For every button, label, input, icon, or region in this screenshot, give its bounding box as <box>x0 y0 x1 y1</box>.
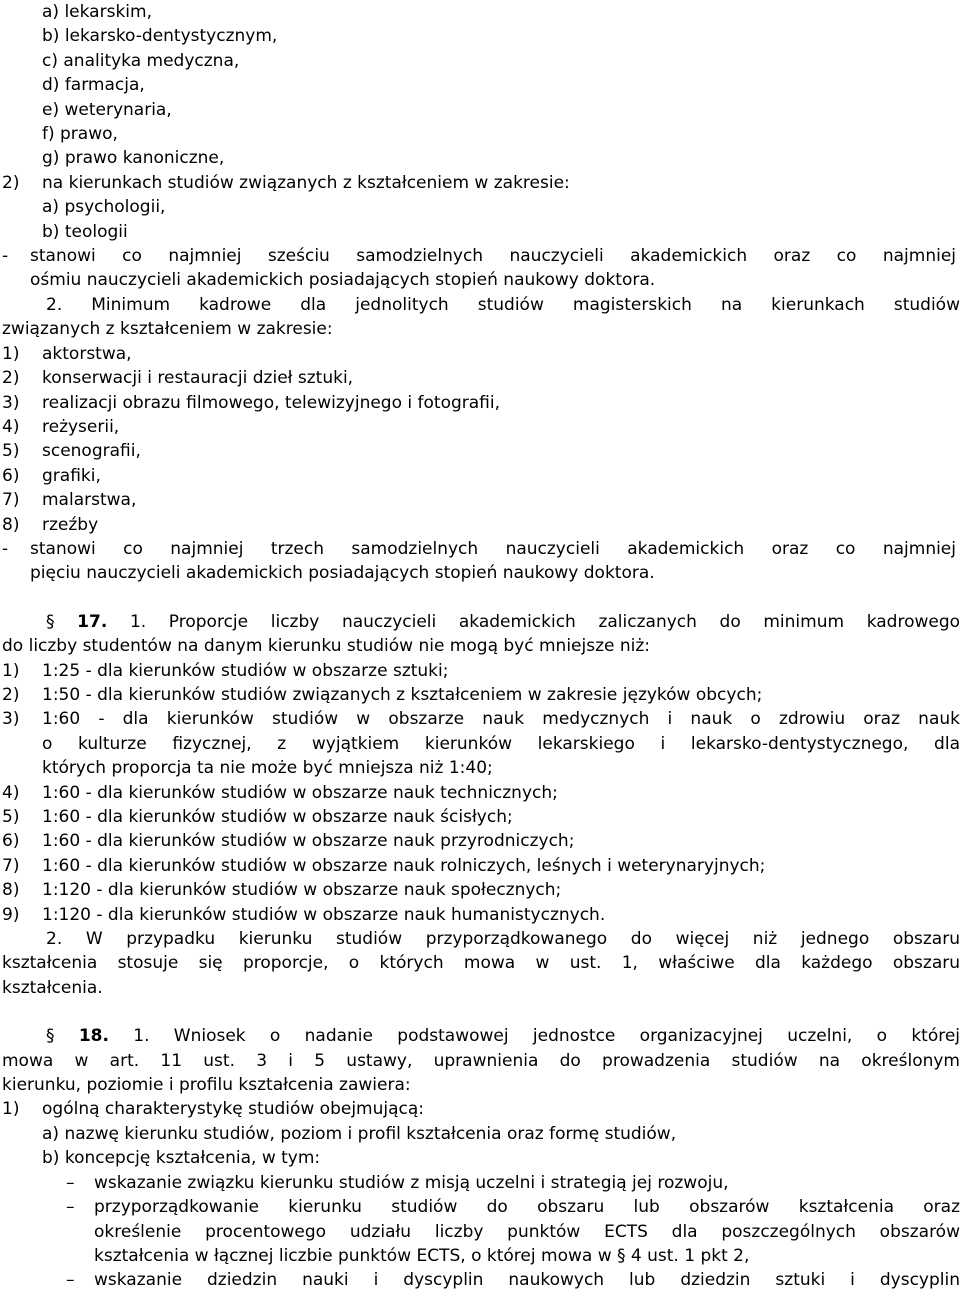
list-item <box>2 488 960 512</box>
list-item <box>2 171 960 195</box>
item-text: realizacji obrazu filmowego, telewizyjnego i fotografii, <box>42 392 501 413</box>
list-item: f) prawo, <box>42 124 118 145</box>
item-number: 6) <box>2 831 20 852</box>
paragraph <box>2 293 960 342</box>
item-text: których proporcja ta nie może być mniejsza niż 1:40; <box>42 758 493 779</box>
item-number: 4) <box>2 782 20 803</box>
list-item <box>2 342 960 366</box>
list-item: e) weterynaria, <box>42 99 172 120</box>
list-item: d) farmacja, <box>42 75 145 96</box>
list-item: c) analityka medyczna, <box>42 50 240 71</box>
paragraph-sign: § <box>46 611 55 632</box>
section-18 <box>2 1024 960 1292</box>
dash-marker: – <box>66 1197 75 1218</box>
item-text: przyporządkowanie kierunku studiów do obszaru lub obszarów kształcenia oraz <box>94 1197 960 1218</box>
paragraph-text: 2. Minimum kadrowe dla jednolitych studiów magisterskich na kierunkach studiów <box>46 294 960 315</box>
paragraph-text: kierunku, poziomie i profilu kształcenia zawiera: <box>2 1075 411 1096</box>
dash-marker: – <box>66 1270 75 1291</box>
item-number: 8) <box>2 880 20 901</box>
item-text: o kulturze fizycznej, z wyjątkiem kierunków lekarskiego i lekarsko-dentystycznego, dla <box>42 733 960 754</box>
list-item <box>2 805 960 829</box>
list-item <box>2 781 960 805</box>
item-text: ogólną charakterystykę studiów obejmującą: <box>42 1099 425 1120</box>
item-text: reżyserii, <box>42 416 120 437</box>
paragraph-text: kształcenia stosuje się proporcje, o których mowa w ust. 1, właściwe dla każdego obszaru <box>2 953 960 974</box>
item-text: malarstwa, <box>42 490 137 511</box>
list-item <box>2 391 960 415</box>
list-item <box>2 707 960 780</box>
dash-item <box>2 1268 960 1292</box>
item-number: 3) <box>2 709 20 730</box>
dash-clause <box>2 244 960 293</box>
dash-item <box>2 1195 960 1268</box>
item-number: 1) <box>2 660 20 681</box>
list-item <box>2 903 960 927</box>
dash-marker: - <box>2 538 9 559</box>
list-study-fields <box>2 0 960 171</box>
dash-marker: – <box>66 1172 75 1193</box>
list-item <box>2 513 960 537</box>
dash-marker: - <box>2 246 9 267</box>
paragraph-text: do liczby studentów na danym kierunku studiów nie mogą być mniejsze niż: <box>2 636 651 657</box>
item-number: 9) <box>2 904 20 925</box>
list-item <box>2 439 960 463</box>
list-item: b) teologii <box>42 221 128 242</box>
item-text: 1:60 - dla kierunków studiów w obszarze nauk rolniczych, leśnych i weterynaryjnych; <box>42 855 766 876</box>
item-number: 4) <box>2 416 20 437</box>
paragraph-text: 1. Proporcje liczby nauczycieli akademickich zaliczanych do minimum kadrowego <box>129 611 960 632</box>
section-heading-line <box>46 1024 960 1048</box>
list-item <box>2 854 960 878</box>
item-text: 1:25 - dla kierunków studiów w obszarze sztuki; <box>42 660 449 681</box>
item-number: 8) <box>2 514 20 535</box>
item-text: wskazanie dziedzin nauki i dyscyplin naukowych lub dziedzin sztuki i dyscyplin <box>94 1270 960 1291</box>
dash-item <box>2 1171 960 1195</box>
item-text: 1:120 - dla kierunków studiów w obszarze nauk społecznych; <box>42 880 562 901</box>
clause-text: stanowi co najmniej sześciu samodzielnych nauczycieli akademickich oraz co najmniej <box>30 246 956 267</box>
clause-text: ośmiu nauczycieli akademickich posiadających stopień naukowy doktora. <box>30 270 656 291</box>
item-number: 7) <box>2 855 20 876</box>
item-number: 5) <box>2 807 20 827</box>
section-17 <box>2 610 960 1001</box>
item-number: 1) <box>2 1099 20 1120</box>
list-item: b) koncepcję kształcenia, w tym: <box>42 1148 321 1169</box>
item-number: 7) <box>2 490 20 511</box>
paragraph-text: związanych z kształceniem w zakresie: <box>2 319 333 340</box>
item-text: rzeźby <box>42 514 99 535</box>
section-number: 17. <box>77 611 108 632</box>
item-text: określenie procentowego udziału liczby punktów ECTS dla poszczególnych obszarów <box>94 1221 960 1242</box>
section-number: 18. <box>78 1026 109 1047</box>
item-text: aktorstwa, <box>42 343 132 364</box>
item-text: wskazanie związku kierunku studiów z misją uczelni i strategią jej rozwoju, <box>94 1172 729 1193</box>
list-item <box>2 366 960 390</box>
paragraph-text: 2. W przypadku kierunku studiów przyporządkowanego do więcej niż jednego obszaru <box>46 929 960 950</box>
item-number: 3) <box>2 392 20 413</box>
clause-text: pięciu nauczycieli akademickich posiadających stopień naukowy doktora. <box>30 563 655 584</box>
item-text: scenografii, <box>42 441 141 462</box>
item-text: 1:60 - dla kierunków studiów w obszarze nauk ścisłych; <box>42 807 513 827</box>
list-item: a) lekarskim, <box>42 2 152 22</box>
item-text: 1:50 - dla kierunków studiów związanych z kształceniem w zakresie języków obcych; <box>42 684 763 705</box>
clause-text: stanowi co najmniej trzech samodzielnych nauczycieli akademickich oraz co najmniej <box>30 538 956 559</box>
paragraph-text: mowa w art. 11 ust. 3 i 5 ustawy, uprawnienia do prowadzenia studiów na określonym <box>2 1050 960 1071</box>
list-item: a) nazwę kierunku studiów, poziom i profil kształcenia oraz formę studiów, <box>42 1123 677 1144</box>
item-number: 2) <box>2 684 20 705</box>
list-item: g) prawo kanoniczne, <box>42 148 225 169</box>
item-number: 2) <box>2 172 20 193</box>
item-text: konserwacji i restauracji dzieł sztuki, <box>42 368 354 389</box>
item-number: 6) <box>2 465 20 486</box>
paragraph-text: kształcenia. <box>2 977 103 998</box>
list-item <box>2 829 960 853</box>
paragraph-sign: § <box>46 1026 55 1047</box>
list-item: b) lekarsko-dentystycznym, <box>42 26 278 47</box>
section-heading-line <box>46 610 960 634</box>
item-number: 5) <box>2 441 20 462</box>
list-item <box>2 1097 960 1121</box>
item-text: 1:60 - dla kierunków studiów w obszarze nauk medycznych i nauk o zdrowiu oraz nauk <box>42 709 960 730</box>
list-arts-fields <box>2 342 960 537</box>
paragraph-text: 1. Wniosek o nadanie podstawowej jednostce organizacyjnej uczelni, o której <box>133 1026 960 1047</box>
item-text: na kierunkach studiów związanych z kształceniem w zakresie: <box>42 172 570 193</box>
list-item <box>2 464 960 488</box>
item-text: kształcenia w łącznej liczbie punktów ECTS, o której mowa w § 4 ust. 1 pkt 2, <box>94 1245 750 1266</box>
list-item <box>2 683 960 707</box>
item-number: 2) <box>2 368 20 389</box>
list-item <box>2 878 960 902</box>
item-text: grafiki, <box>42 465 101 486</box>
item-number: 1) <box>2 343 20 364</box>
dash-clause <box>2 537 960 586</box>
list-item: a) psychologii, <box>42 197 166 218</box>
list-item <box>2 415 960 439</box>
item-text: 1:120 - dla kierunków studiów w obszarze nauk humanistycznych. <box>42 904 606 925</box>
item-text: 1:60 - dla kierunków studiów w obszarze nauk przyrodniczych; <box>42 831 575 852</box>
item-text: 1:60 - dla kierunków studiów w obszarze nauk technicznych; <box>42 782 558 803</box>
list-item <box>2 659 960 683</box>
